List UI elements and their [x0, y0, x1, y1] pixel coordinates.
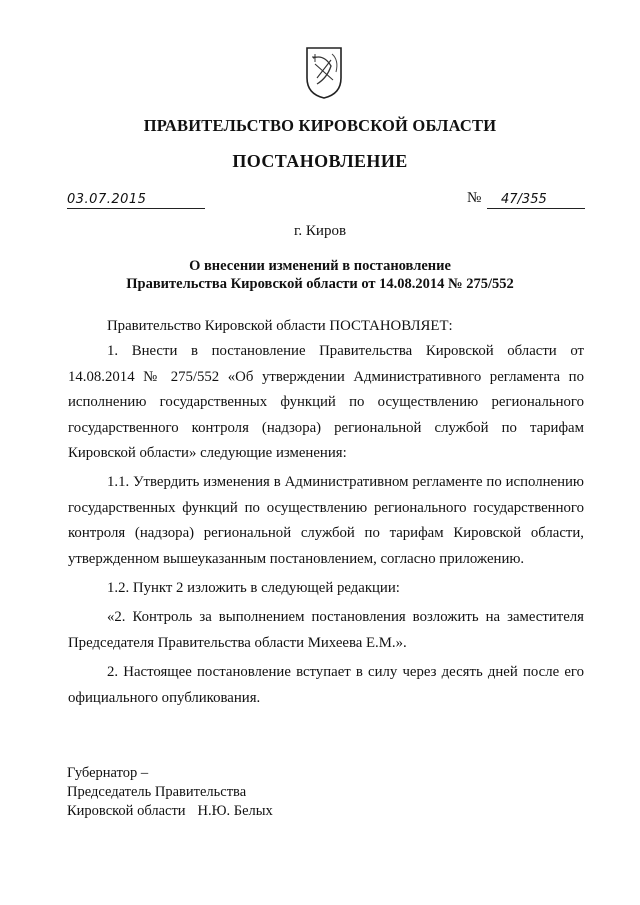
- date-field: [67, 190, 205, 209]
- document-type-title: ПОСТАНОВЛЕНИЕ: [232, 151, 408, 171]
- document-number: 47/355: [501, 192, 547, 207]
- body-paragraph: 1.1. Утвердить изменения в Административном регламенте по исполнению государственных функций по осуществлению регионального государственного контроля (надзора) региональной службой по тарифам Кировской области, утвержденном вышеуказанным постановлением, согласно приложению.: [68, 474, 584, 567]
- body-paragraph: «2. Контроль за выполнением постановления возложить на заместителя Председателя Правительства области Михеева Е.М.».: [68, 609, 584, 651]
- signature-title: Губернатор –: [67, 765, 149, 781]
- signatory-name: Н.Ю. Белых: [197, 803, 273, 819]
- body-paragraph: 1.2. Пункт 2 изложить в следующей редакции:: [107, 580, 400, 597]
- body-paragraph: Правительство Кировской области ПОСТАНОВЛЯЕТ:: [107, 318, 453, 334]
- number-field: [487, 190, 585, 209]
- organization-title: ПРАВИТЕЛЬСТВО КИРОВСКОЙ ОБЛАСТИ: [143, 116, 497, 135]
- number-sign: №: [467, 190, 482, 206]
- body-paragraph: 2. Настоящее постановление вступает в силу через десять дней после его официального опубликования.: [68, 664, 584, 706]
- signature-title: Председатель Правительства: [67, 784, 247, 800]
- signature-line: [67, 802, 273, 821]
- document-subject: [0, 257, 640, 293]
- subject-line: Правительства Кировской области от 14.08.2014 № 275/552: [126, 276, 514, 292]
- signature-block: [67, 764, 273, 821]
- document-body: [68, 314, 584, 711]
- subject-line: О внесении изменений в постановление: [189, 258, 451, 274]
- kirov-coat-of-arms-icon: [303, 44, 345, 100]
- body-paragraph: 1. Внести в постановление Правительства Кировской области от 14.08.2014 № 275/552 «Об утверждении Административного регламента по исполнению государственных функций по осуществлению регионального государственного контроля (надзора) региональной службой по тарифам Кировской области» следующие изменения:: [68, 343, 584, 462]
- signature-region: Кировской области: [67, 803, 186, 819]
- city-line: г. Киров: [293, 223, 347, 239]
- document-date: 03.07.2015: [67, 192, 147, 207]
